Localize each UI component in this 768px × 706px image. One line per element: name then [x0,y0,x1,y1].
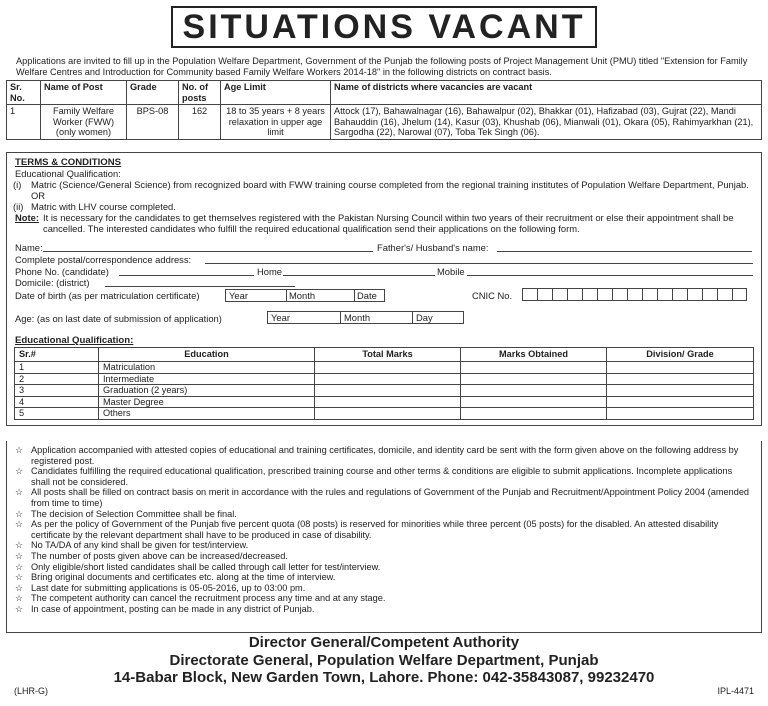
dob-divider [286,289,287,302]
star-icon: ☆ [15,582,24,593]
star-icon: ☆ [15,603,24,614]
conditions-list [6,441,762,633]
cnic-digit-box[interactable] [687,288,702,301]
edu-col-education: Education [99,348,315,362]
dob-year: Year [229,290,248,301]
cnic-digit-box[interactable] [537,288,552,301]
bullet-text: Application accompanied with attested copies of educational and training certificates, domicile, and identity card be sent with the form given above on the following address by registered post. [31,445,739,466]
bullet-text: Last date for submitting applications is 05-05-2016, up to 03:00 pm. [31,582,306,593]
col-post: Name of Post [41,81,127,105]
bullet-text: Only eligible/short listed candidates shall be called through call letter for test/interview. [31,561,381,572]
cnic-digit-box[interactable] [702,288,717,301]
name-label: Name: [15,242,43,253]
bullet-text: In case of appointment, posting can be made in any district of Punjab. [31,603,315,614]
edu-total-cell[interactable] [315,396,461,408]
list-item [15,445,753,466]
cnic-digit-box[interactable] [597,288,612,301]
item1-text: Matric (Science/General Science) from recognized board with FWW training course completed from the regional training institutes of Population Welfare Department, Punjab. OR [31,179,749,201]
footer-left-tag: (LHR-G) [14,686,48,696]
star-icon: ☆ [15,466,24,477]
father-field[interactable] [497,242,752,252]
age-divider [412,311,413,324]
table-row [15,396,754,408]
list-item [15,572,753,583]
edu-sr: 1 [15,362,99,374]
age-label: Age: (as on last date of submission of application) [15,313,222,324]
bullet-text: The competent authority can cancel the recruitment process any time and at any stage. [31,593,386,604]
dob-date: Date [357,290,377,301]
row-sr: 1 [7,105,41,140]
note-label: Note: [15,212,39,223]
edu-col-obtained: Marks Obtained [461,348,607,362]
posts-header-row [7,81,762,105]
age-year: Year [271,312,290,323]
edu-total-cell[interactable] [315,373,461,385]
cnic-digit-box[interactable] [552,288,567,301]
list-item [15,466,753,487]
col-age: Age Limit [221,81,331,105]
edu-table-heading: Educational Qualification: [15,335,134,346]
table-row [15,385,754,397]
edu-name: Matriculation [99,362,315,374]
cnic-digit-box[interactable] [657,288,672,301]
bullet-text: As per the policy of Government of the Punjab five percent quota (08 posts) is reserved for minorities while three percent (05 posts) for the disabled. An attested disability certificate by the relevant department shall have to be produced in case of disability. [31,519,719,540]
star-icon: ☆ [15,550,24,561]
star-icon: ☆ [15,519,24,530]
star-icon: ☆ [15,508,24,519]
cnic-boxes[interactable] [522,288,747,301]
edu-name: Graduation (2 years) [99,385,315,397]
bullet-text: All posts shall be filled on contract basis on merit in accordance with the rules and regulations of Government of the Punjab and Recruitment/Appointment Policy 2004 (amended from time to time) [31,487,750,508]
edu-label: Educational Qualification: [15,168,121,179]
row-grade: BPS-08 [127,105,179,140]
bullet-text: The decision of Selection Committee shall be final. [31,508,237,519]
table-row [15,373,754,385]
edu-col-grade: Division/ Grade [607,348,754,362]
edu-grade-cell[interactable] [607,373,754,385]
dob-month: Month [289,290,316,301]
dob-label: Date of birth (as per matriculation certificate) [15,290,200,301]
list-item [15,604,753,615]
list-item [15,583,753,594]
col-grade: Grade [127,81,179,105]
edu-col-sr: Sr.# [15,348,99,362]
list-item [15,519,753,540]
mobile-label: Mobile [437,266,465,277]
edu-obtained-cell[interactable] [461,373,607,385]
list-item [15,593,753,604]
footer-right-tag: IPL-4471 [717,686,754,696]
age-divider [340,311,341,324]
table-row [7,105,762,140]
posts-table [6,80,762,140]
table-row [15,362,754,374]
domicile-label: Domicile: (district) [15,277,90,288]
address-field[interactable] [205,254,753,264]
father-label: Father's/ Husband's name: [377,242,489,253]
cnic-label: CNIC No. [472,290,513,301]
cnic-digit-box[interactable] [522,288,537,301]
cnic-digit-box[interactable] [672,288,687,301]
row-age: 18 to 35 years + 8 years relaxation in upper age limit [221,105,331,140]
edu-header-row [15,348,754,362]
page-title: SITUATIONS VACANT [171,6,598,48]
name-field[interactable] [43,242,373,252]
item2-num: (ii) [13,201,24,212]
col-posts: No. of posts [179,81,221,105]
cnic-digit-box[interactable] [732,288,747,301]
note-text: It is necessary for the candidates to get themselves registered with the Pakistan Nursing Council within two years of their recruitment or else their appointment shall be cancelled. The interested candidates who fulfill the required educational qualification send their applications on the following form. [43,212,734,234]
edu-name: Master Degree [99,396,315,408]
edu-total-cell[interactable] [315,362,461,374]
bullet-text: Bring original documents and certificates etc. along at the time of interview. [31,572,336,583]
mobile-field[interactable] [467,266,753,276]
edu-name: Intermediate [99,373,315,385]
cnic-digit-box[interactable] [567,288,582,301]
star-icon: ☆ [15,572,24,583]
edu-grade-cell[interactable] [607,362,754,374]
table-row [15,408,754,420]
home-field[interactable] [283,266,435,276]
cnic-digit-box[interactable] [627,288,642,301]
cnic-digit-box[interactable] [582,288,597,301]
row-districts: Attock (17), Bahawalnagar (16), Bahawalpur (02), Bhakkar (01), Hafizabad (03), Gujrat (22), Mandi Bahauddin (16), Jhelum (14), Kasur (03), Khushab (06), Mianwali (01), Okara (05), Rahimyarkhan (21), Sargodha (22), Narowal (07), Toba Tek Singh (06). [331,105,762,140]
cnic-digit-box[interactable] [717,288,732,301]
edu-total-cell[interactable] [315,385,461,397]
edu-obtained-cell[interactable] [461,362,607,374]
domicile-field[interactable] [105,277,295,287]
edu-grade-cell[interactable] [607,385,754,397]
edu-sr: 4 [15,396,99,408]
col-districts: Name of districts where vacancies are vacant [331,81,762,105]
star-icon: ☆ [15,540,24,551]
intro-paragraph: Applications are invited to fill up in the Population Welfare Department, Government of the Punjab the following posts of Project Management Unit (PMU) titled "Extension for Family Welfare Centres and Introduction for Community based Family Welfare Workers 2014-18" in the following districts on contract basis. [16,56,748,77]
age-day: Day [416,312,433,323]
item1-num: (i) [13,179,22,190]
home-label: Home [257,266,283,277]
cnic-digit-box[interactable] [612,288,627,301]
list-item [15,551,753,562]
edu-grade-cell[interactable] [607,408,754,420]
age-month: Month [344,312,371,323]
row-post: Family Welfare Worker (FWW) (only women) [41,105,127,140]
education-table [14,347,754,420]
list-item [15,487,753,508]
edu-obtained-cell[interactable] [461,408,607,420]
edu-sr: 2 [15,373,99,385]
address-label: Complete postal/correspondence address: [15,254,192,265]
edu-name: Others [99,408,315,420]
edu-total-cell[interactable] [315,408,461,420]
cnic-digit-box[interactable] [642,288,657,301]
footer-authority: Director General/Competent Authority [248,634,520,651]
star-icon: ☆ [15,445,24,455]
bullet-text: The number of posts given above can be increased/decreased. [31,550,288,561]
phone-field[interactable] [119,266,254,276]
terms-heading: TERMS & CONDITIONS [15,157,122,168]
list-item [15,540,753,551]
bullet-text: No TA/DA of any kind shall be given for test/interview. [31,540,249,551]
phone-label: Phone No. (candidate) [15,266,109,277]
footer-address: 14-Babar Block, New Garden Town, Lahore. Phone: 042-35843087, 99232470 [113,669,655,686]
edu-obtained-cell[interactable] [461,385,607,397]
list-item [15,509,753,520]
col-sr: Sr. No. [7,81,41,105]
dob-divider [354,289,355,302]
row-posts: 162 [179,105,221,140]
edu-obtained-cell[interactable] [461,396,607,408]
edu-sr: 5 [15,408,99,420]
star-icon: ☆ [15,561,24,572]
star-icon: ☆ [15,487,24,498]
list-item [15,562,753,573]
item2-text: Matric with LHV course completed. [31,201,176,212]
bullet-text: Candidates fulfilling the required educational qualification, prescribed training course and other terms & conditions are eligible to submit applications. Incomplete applications shall not be considered. [31,466,733,487]
edu-sr: 3 [15,385,99,397]
edu-col-total: Total Marks [315,348,461,362]
title-banner [0,6,768,48]
star-icon: ☆ [15,593,24,604]
edu-grade-cell[interactable] [607,396,754,408]
footer-department: Directorate General, Population Welfare Department, Punjab [169,652,599,669]
